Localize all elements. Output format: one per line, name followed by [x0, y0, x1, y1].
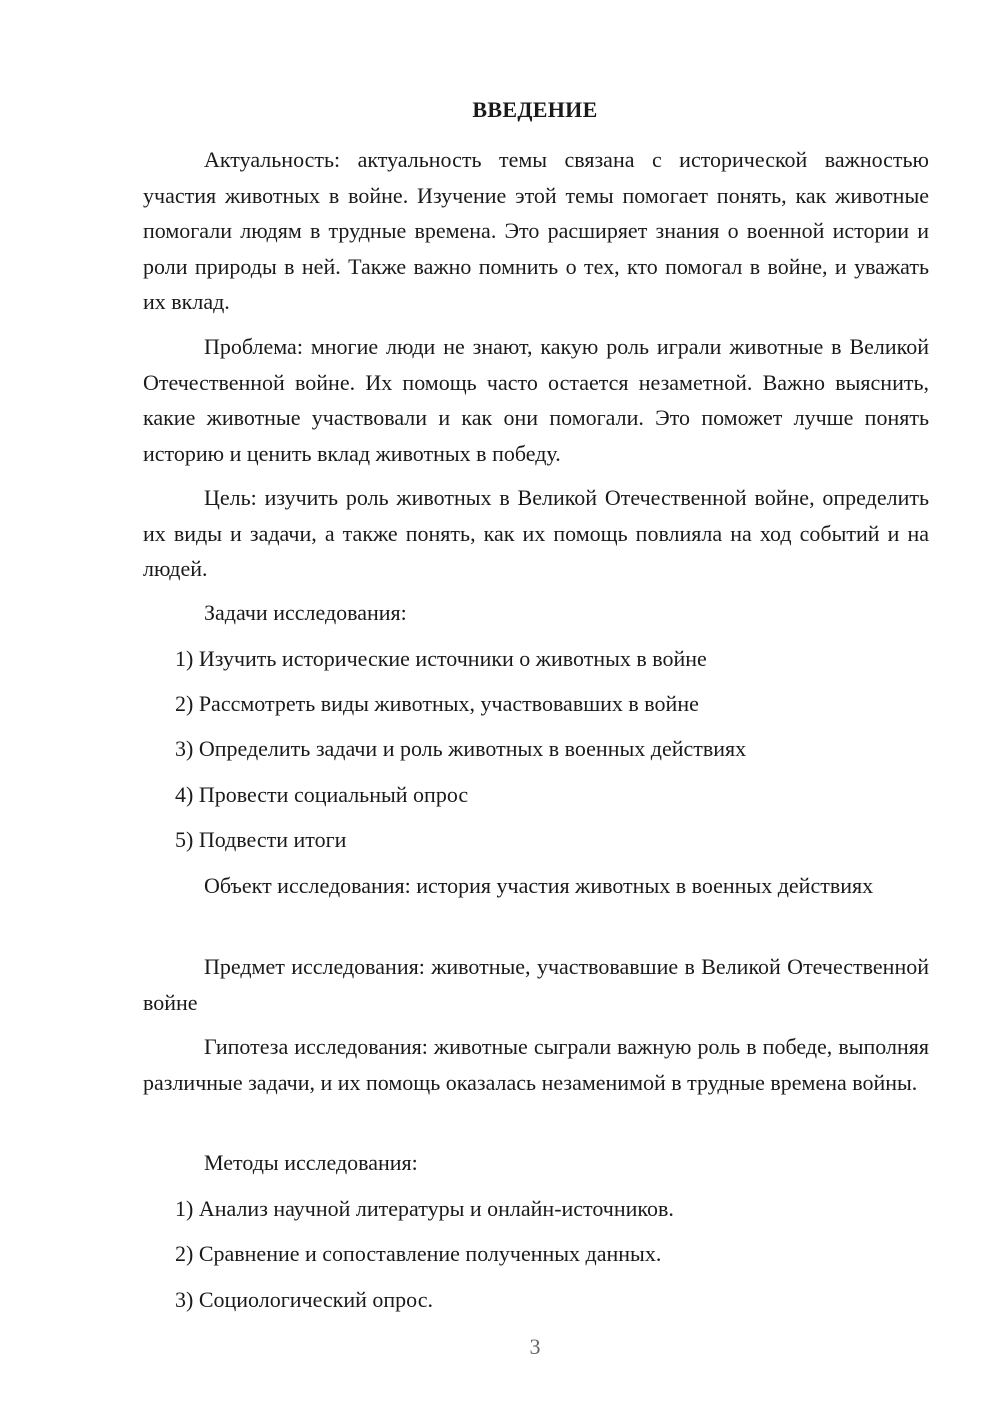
task-item: 4) Провести социальный опрос	[175, 782, 469, 807]
page-title: ВВЕДЕНИЕ	[472, 97, 598, 122]
task-item: 3) Определить задачи и роль животных в военных действиях	[175, 736, 747, 761]
methods-heading: Методы исследования:	[204, 1150, 418, 1175]
method-item: 2) Сравнение и сопоставление полученных данных.	[175, 1241, 662, 1266]
method-item: 3) Социологический опрос.	[175, 1287, 433, 1312]
tasks-heading: Задачи исследования:	[204, 600, 407, 625]
object-paragraph: Объект исследования: история участия животных в военных действиях	[204, 873, 874, 898]
hypothesis-paragraph: Гипотеза исследования: животные сыграли важную роль в победе, выполняя различные задачи, и их помощь оказалась незаменимой в трудные времена войны.	[143, 1034, 929, 1095]
relevance-paragraph: Актуальность: актуальность темы связана с исторической важностью участия животных в войне. Изучение этой темы помогает понять, как животные помогали людям в трудные времена. Это расширяет знания о военной истории и роли природы в ней. Также важно помнить о тех, кто помогал в войне, и уважать их вклад.	[143, 147, 929, 314]
goal-paragraph: Цель: изучить роль животных в Великой Отечественной войне, определить их виды и задачи, а также понять, как их помощь повлияла на ход событий и на людей.	[143, 485, 929, 581]
subject-paragraph: Предмет исследования: животные, участвовавшие в Великой Отечественной войне	[143, 954, 929, 1015]
task-item: 5) Подвести итоги	[175, 827, 347, 852]
method-item: 1) Анализ научной литературы и онлайн-источников.	[175, 1196, 674, 1221]
page-number: 3	[529, 1334, 541, 1359]
task-item: 2) Рассмотреть виды животных, участвовавших в войне	[175, 691, 699, 716]
task-item: 1) Изучить исторические источники о животных в войне	[175, 646, 707, 671]
problem-paragraph: Проблема: многие люди не знают, какую роль играли животные в Великой Отечественной войне. Их помощь часто остается незаметной. Важно выяснить, какие животные участвовали и как они помогали. Это поможет лучше понять историю и ценить вклад животных в победу.	[143, 334, 929, 466]
